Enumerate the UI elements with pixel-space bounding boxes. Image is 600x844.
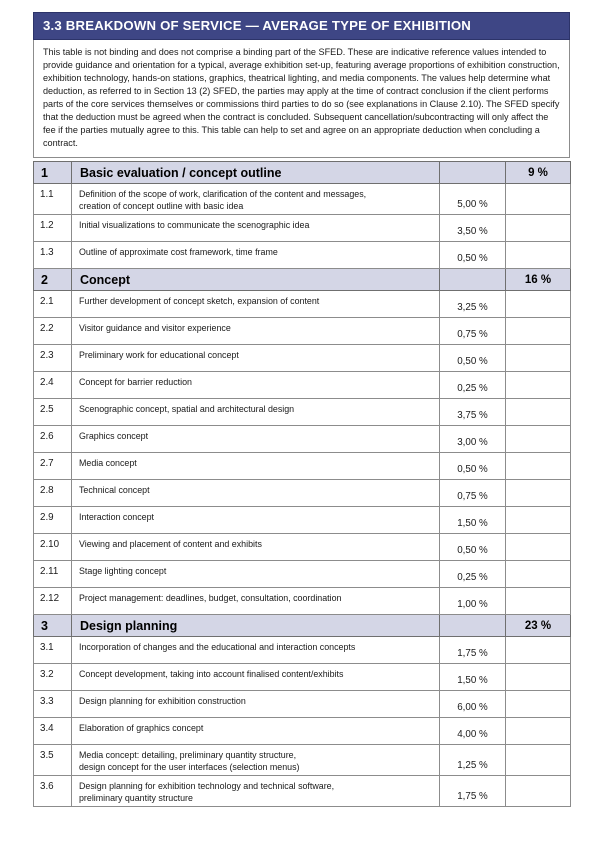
item-number: 2.7: [34, 453, 72, 480]
table-row: [34, 318, 571, 345]
item-percent: 3,50 %: [440, 215, 506, 242]
section-header-row: [34, 615, 571, 637]
section-spacer-cell: [440, 162, 506, 184]
table-row: [34, 291, 571, 318]
item-percent: 0,25 %: [440, 561, 506, 588]
item-number: 3.2: [34, 664, 72, 691]
item-description-line: Incorporation of changes and the educational and interaction concepts: [79, 642, 356, 653]
item-description-line: Viewing and placement of content and exhibits: [79, 539, 262, 550]
item-total-cell: [506, 664, 571, 691]
section-number: 2: [34, 269, 72, 291]
item-total-cell: [506, 718, 571, 745]
table-row: [34, 691, 571, 718]
item-total-cell: [506, 242, 571, 269]
item-number: 2.6: [34, 426, 72, 453]
item-number: 2.9: [34, 507, 72, 534]
item-number: 2.5: [34, 399, 72, 426]
item-percent: 0,50 %: [440, 453, 506, 480]
item-percent: 1,50 %: [440, 507, 506, 534]
item-percent: 4,00 %: [440, 718, 506, 745]
item-description-line: Design planning for exhibition construction: [79, 696, 246, 707]
item-description: [72, 242, 440, 269]
item-percent: 5,00 %: [440, 184, 506, 215]
table-row: [34, 184, 571, 215]
breakdown-table: [33, 161, 571, 807]
item-percent: 0,50 %: [440, 345, 506, 372]
item-total-cell: [506, 215, 571, 242]
item-total-cell: [506, 291, 571, 318]
item-total-cell: [506, 184, 571, 215]
item-percent: 1,25 %: [440, 745, 506, 776]
item-description-line: Further development of concept sketch, expansion of content: [79, 296, 320, 307]
item-number: 3.5: [34, 745, 72, 776]
item-percent: 1,50 %: [440, 664, 506, 691]
item-description: [72, 718, 440, 745]
item-percent: 0,25 %: [440, 372, 506, 399]
item-percent: 3,25 %: [440, 291, 506, 318]
item-description: [72, 184, 440, 215]
section-number: 1: [34, 162, 72, 184]
item-number: 3.4: [34, 718, 72, 745]
item-number: 3.3: [34, 691, 72, 718]
item-number: 2.4: [34, 372, 72, 399]
item-description: [72, 345, 440, 372]
item-percent: 0,50 %: [440, 534, 506, 561]
table-row: [34, 637, 571, 664]
item-total-cell: [506, 588, 571, 615]
item-number: 2.8: [34, 480, 72, 507]
item-description: [72, 776, 440, 807]
item-percent: 0,50 %: [440, 242, 506, 269]
table-row: [34, 534, 571, 561]
item-total-cell: [506, 534, 571, 561]
table-row: [34, 507, 571, 534]
item-total-cell: [506, 691, 571, 718]
item-description-line: Definition of the scope of work, clarification of the content and messages,: [79, 189, 367, 200]
section-title: Design planning: [72, 615, 440, 637]
item-description-line: Graphics concept: [79, 431, 149, 442]
item-percent: 0,75 %: [440, 480, 506, 507]
item-description-line: Media concept: detailing, preliminary quantity structure,: [79, 750, 297, 761]
item-number: 1.2: [34, 215, 72, 242]
item-description-line: Concept development, taking into account finalised content/exhibits: [79, 669, 344, 680]
item-description: [72, 426, 440, 453]
table-row: [34, 215, 571, 242]
page-title: 3.3 BREAKDOWN OF SERVICE — AVERAGE TYPE OF EXHIBITION: [43, 18, 472, 34]
item-number: 2.3: [34, 345, 72, 372]
section-title: Basic evaluation / concept outline: [72, 162, 440, 184]
item-description: [72, 745, 440, 776]
item-number: 3.1: [34, 637, 72, 664]
item-description: [72, 588, 440, 615]
table-body: [34, 162, 571, 807]
table-row: [34, 664, 571, 691]
item-description-line: Outline of approximate cost framework, time frame: [79, 247, 278, 258]
section-spacer-cell: [440, 615, 506, 637]
item-description: [72, 399, 440, 426]
item-total-cell: [506, 399, 571, 426]
item-description: [72, 561, 440, 588]
item-number: 2.12: [34, 588, 72, 615]
item-description-line: creation of concept outline with basic idea: [79, 200, 244, 211]
item-description: [72, 534, 440, 561]
item-total-cell: [506, 426, 571, 453]
item-number: 2.2: [34, 318, 72, 345]
table-row: [34, 242, 571, 269]
item-description-line: Media concept: [79, 458, 137, 469]
table-row: [34, 453, 571, 480]
item-number: 2.1: [34, 291, 72, 318]
item-total-cell: [506, 453, 571, 480]
item-description: [72, 480, 440, 507]
table-row: [34, 776, 571, 807]
item-total-cell: [506, 480, 571, 507]
section-total-percent: 23 %: [506, 615, 571, 637]
item-percent: 1,00 %: [440, 588, 506, 615]
table-row: [34, 345, 571, 372]
section-header-row: [34, 162, 571, 184]
item-percent: 1,75 %: [440, 776, 506, 807]
item-percent: 6,00 %: [440, 691, 506, 718]
table-row: [34, 718, 571, 745]
item-description-line: Elaboration of graphics concept: [79, 723, 204, 734]
item-number: 1.1: [34, 184, 72, 215]
table-row: [34, 426, 571, 453]
table-row: [34, 372, 571, 399]
section-total-percent: 16 %: [506, 269, 571, 291]
item-description: [72, 372, 440, 399]
item-description: [72, 691, 440, 718]
item-description-line: design concept for the user interfaces (selection menus): [79, 761, 300, 772]
item-description-line: Initial visualizations to communicate the scenographic idea: [79, 220, 310, 231]
section-spacer-cell: [440, 269, 506, 291]
table-row: [34, 745, 571, 776]
item-description: [72, 664, 440, 691]
item-percent: 3,00 %: [440, 426, 506, 453]
item-description-line: Preliminary work for educational concept: [79, 350, 239, 361]
item-percent: 0,75 %: [440, 318, 506, 345]
item-description-line: Scenographic concept, spatial and architectural design: [79, 404, 295, 415]
item-description: [72, 318, 440, 345]
item-number: 2.11: [34, 561, 72, 588]
item-total-cell: [506, 637, 571, 664]
section-title: Concept: [72, 269, 440, 291]
item-description: [72, 637, 440, 664]
item-total-cell: [506, 561, 571, 588]
item-total-cell: [506, 345, 571, 372]
item-description-line: Concept for barrier reduction: [79, 377, 192, 388]
section-header-row: [34, 269, 571, 291]
table-row: [34, 480, 571, 507]
item-total-cell: [506, 776, 571, 807]
item-description: [72, 507, 440, 534]
document-body: [33, 12, 570, 807]
table-row: [34, 588, 571, 615]
item-description-line: Project management: deadlines, budget, consultation, coordination: [79, 593, 342, 604]
section-title-bar: [33, 12, 570, 40]
item-number: 1.3: [34, 242, 72, 269]
item-description-line: Visitor guidance and visitor experience: [79, 323, 231, 334]
item-description: [72, 453, 440, 480]
item-total-cell: [506, 318, 571, 345]
item-total-cell: [506, 507, 571, 534]
intro-box: [33, 40, 570, 158]
item-percent: 3,75 %: [440, 399, 506, 426]
section-number: 3: [34, 615, 72, 637]
table-row: [34, 399, 571, 426]
intro-paragraph: This table is not binding and does not comprise a binding part of the SFED. These are indicative reference values intended to provide guidance and orientation for a typical, average exhibition set-up, featuring average proportions of exhibition construction, exhibition technology, hands-on stations, graphics, theatrical lighting, and media components. The values help determine what deduction, as referred to in Section 13 (2) SFED, the parties may apply at the time of contract conclusion if the client performs parts of the core services themselves or commissions third parties to do so (see explanations in Clause 2.10). The SFED specify that the deduction must be agreed when the contract is concluded. Subsequent cancellation/subcontracting will only affect the fee if the parties mutually agree to this. This table can help to set and agree on an appropriate deduction when concluding a contract.: [43, 47, 560, 149]
item-total-cell: [506, 372, 571, 399]
item-number: 3.6: [34, 776, 72, 807]
item-description-line: Technical concept: [79, 485, 150, 496]
item-percent: 1,75 %: [440, 637, 506, 664]
item-description-line: Design planning for exhibition technology and technical software,: [79, 781, 335, 792]
table-row: [34, 561, 571, 588]
section-total-percent: 9 %: [506, 162, 571, 184]
item-total-cell: [506, 745, 571, 776]
item-description-line: Stage lighting concept: [79, 566, 167, 577]
item-number: 2.10: [34, 534, 72, 561]
item-description: [72, 291, 440, 318]
item-description: [72, 215, 440, 242]
item-description-line: Interaction concept: [79, 512, 154, 523]
item-description-line: preliminary quantity structure: [79, 792, 193, 803]
